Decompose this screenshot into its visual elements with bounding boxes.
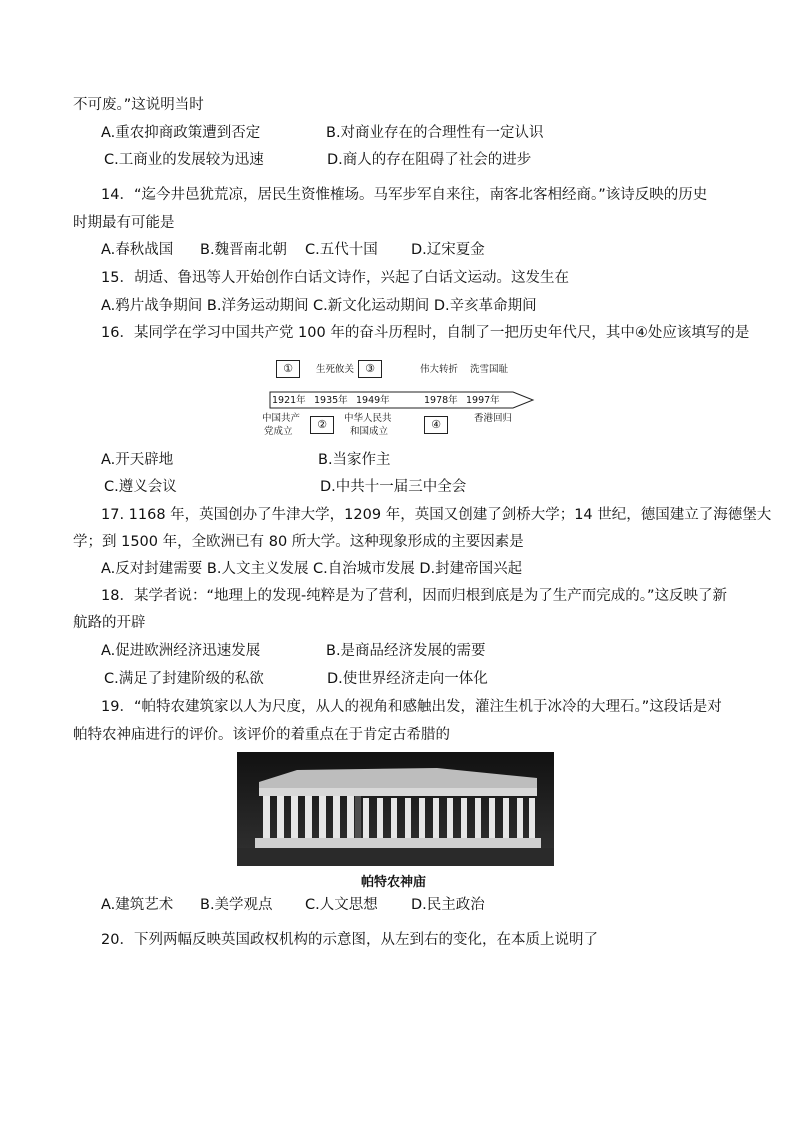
timeline-below-1921a: 中国共产 (262, 413, 301, 424)
option-c: C.遵义会议 (104, 479, 177, 495)
question-19-cont: 帕特农神庙进行的评价。该评价的着重点在于肯定古希腊的 (73, 727, 450, 743)
timeline-box-1: ① (276, 360, 300, 378)
timeline-box-4: ④ (424, 416, 448, 434)
timeline-year-1935: 1935年 (314, 395, 348, 406)
option-b: B.美学观点 (200, 897, 273, 913)
timeline-year-1997: 1997年 (466, 395, 500, 406)
option-c: C.人文思想 (305, 897, 378, 913)
timeline-below-1921b: 党成立 (264, 426, 293, 437)
question-14-cont: 时期最有可能是 (73, 215, 175, 231)
parthenon-photo (237, 752, 554, 866)
question-16: 16．某同学在学习中国共产党 100 年的奋斗历程时，自制了一把历史年代尺，其中④处应该填写的是 (101, 325, 750, 341)
option-d: D.辽宋夏金 (411, 242, 485, 258)
photo-caption: 帕特农神庙 (361, 875, 427, 890)
option-b: B.当家作主 (318, 452, 391, 468)
timeline-year-1921: 1921年 (272, 395, 306, 406)
timeline-diagram (258, 352, 538, 442)
timeline-below-1949a: 中华人民共 (344, 413, 392, 424)
option-a: A.开天辟地 (101, 452, 174, 468)
question-15-options: A.鸦片战争期间 B.洋务运动期间 C.新文化运动期间 D.辛亥革命期间 (101, 298, 537, 314)
parthenon-illustration (237, 752, 554, 866)
timeline-label-weida: 伟大转折 (420, 364, 459, 375)
question-18-cont: 航路的开辟 (73, 615, 146, 631)
option-d: D.使世界经济走向一体化 (327, 671, 488, 687)
timeline-below-1997: 香港回归 (474, 413, 513, 424)
question-19: 19．“帕特农建筑家以人为尺度，从人的视角和感触出发，灌注生机于冰冷的大理石。”这段话是对 (101, 699, 722, 715)
timeline-box-2: ② (310, 416, 334, 434)
option-d: D.商人的存在阻碍了社会的进步 (327, 152, 532, 168)
question-17-cont: 学；到 1500 年，全欧洲已有 80 所大学。这种现象形成的主要因素是 (73, 534, 524, 550)
timeline-label-xixue: 洗雪国耻 (470, 364, 509, 375)
timeline-year-1949: 1949年 (356, 395, 390, 406)
option-a: A.促进欧洲经济迅速发展 (101, 643, 261, 659)
question-17-options: A.反对封建需要 B.人文主义发展 C.自治城市发展 D.封建帝国兴起 (101, 561, 523, 577)
option-b: B.对商业存在的合理性有一定认识 (326, 125, 544, 141)
option-a: A.重农抑商政策遭到否定 (101, 125, 261, 141)
text-line: 不可废。”这说明当时 (73, 97, 204, 113)
question-17: 17. 1168 年，英国创办了牛津大学，1209 年，英国又创建了剑桥大学；14 世纪，德国建立了海德堡大 (101, 507, 772, 523)
option-a: A.春秋战国 (101, 242, 174, 258)
option-a: A.建筑艺术 (101, 897, 174, 913)
option-c: C.工商业的发展较为迅速 (104, 152, 264, 168)
timeline-year-1978: 1978年 (424, 395, 458, 406)
question-14: 14．“迄今井邑犹荒凉，居民生资惟榷场。马军步军自来往，南客北客相经商。”该诗反映的历史 (101, 187, 708, 203)
timeline-box-3: ③ (358, 360, 382, 378)
question-20: 20．下列两幅反映英国政权机构的示意图，从左到右的变化，在本质上说明了 (101, 932, 598, 948)
question-15: 15．胡适、鲁迅等人开始创作白话文诗作，兴起了白话文运动。这发生在 (101, 270, 569, 286)
timeline-label-shengsi: 生死攸关 (316, 364, 355, 375)
option-b: B.魏晋南北朝 (200, 242, 288, 258)
question-18: 18．某学者说：“地理上的发现-纯粹是为了营利，因而归根到底是为了生产而完成的。”这反映了新 (101, 588, 727, 604)
timeline-below-1949b: 和国成立 (350, 426, 389, 437)
option-b: B.是商品经济发展的需要 (326, 643, 486, 659)
option-d: D.中共十一届三中全会 (320, 479, 467, 495)
option-c: C.五代十国 (305, 242, 378, 258)
option-d: D.民主政治 (411, 897, 485, 913)
option-c: C.满足了封建阶级的私欲 (104, 671, 264, 687)
